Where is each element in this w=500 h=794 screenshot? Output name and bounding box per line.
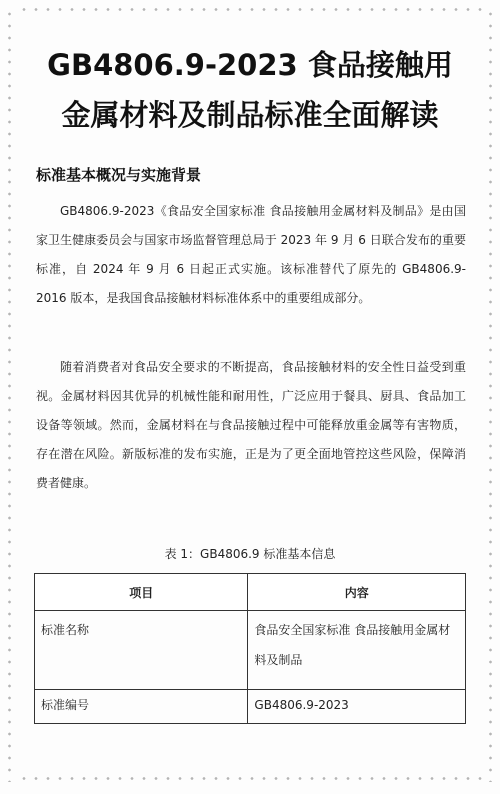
dotted-border-top [18,8,482,11]
table-caption: 表 1：GB4806.9 标准基本信息 [164,547,336,561]
table-cell-value: 食品安全国家标准 食品接触用金属材料及制品 [248,611,466,690]
table-header-item: 项目 [35,574,248,611]
title-line-2: 金属材料及制品标准全面解读 [61,98,439,132]
info-table-container [34,573,466,724]
table-cell-value: GB4806.9-2023 [248,690,466,724]
table-row [35,690,466,724]
document-title [20,40,480,140]
standard-info-table [34,573,466,724]
paragraph-1: GB4806.9-2023《食品安全国家标准 食品接触用金属材料及制品》是由国家卫生健康委员会与国家市场监督管理总局于 2023 年 9 月 6 日联合发布的重要标准，自 2024 年 9 月 6 日起正式实施。该标准替代了原先的 GB4806.9-2016 版本，是我国食品接触材料标准体系中的重要组成部分。 [36,204,466,305]
section-heading: 标准基本概况与实施背景 [36,166,202,184]
title-line-1: GB4806.9-2023 食品接触用 [47,48,453,82]
table-header-content: 内容 [248,574,466,611]
table-cell-label: 标准名称 [35,611,248,690]
dotted-border-right [489,8,492,782]
table-cell-label: 标准编号 [35,690,248,724]
table-header-row [35,574,466,611]
paragraph-2: 随着消费者对食品安全要求的不断提高，食品接触材料的安全性日益受到重视。金属材料因其优异的机械性能和耐用性，广泛应用于餐具、厨具、食品加工设备等领域。然而，金属材料在与食品接触过程中可能释放重金属等有害物质，存在潜在风险。新版标准的发布实施，正是为了更全面地管控这些风险，保障消费者健康。 [36,360,466,490]
dotted-border-left [8,8,11,782]
table-row [35,611,466,690]
dotted-border-bottom [18,777,482,780]
